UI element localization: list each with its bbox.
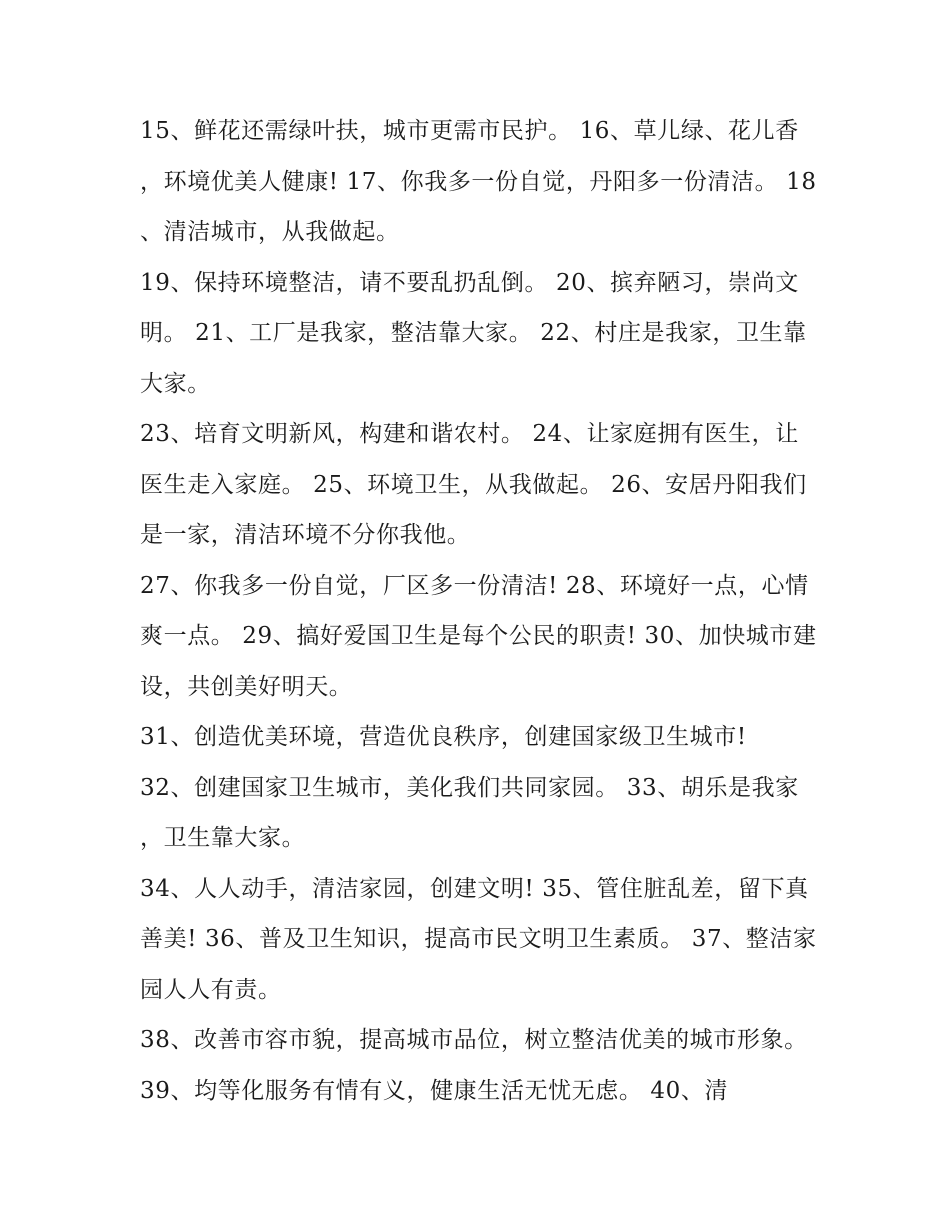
document-body — [140, 106, 820, 1116]
paragraph-slogans-27-30: 27、你我多一份自觉，厂区多一份清洁! 28、环境好一点，心情爽一点。 29、搞好爱国卫生是每个公民的职责! 30、加快城市建设，共创美好明天。 — [140, 572, 817, 700]
paragraph-slogans-19-22: 19、保持环境整洁，请不要乱扔乱倒。 20、摈弃陋习，崇尚文明。 21、工厂是我家，整洁靠大家。 22、村庄是我家，卫生靠大家。 — [140, 269, 807, 397]
paragraph-slogans-15-18: 15、鲜花还需绿叶扶，城市更需市民护。 16、草儿绿、花儿香，环境优美人健康! 17、你我多一份自觉，丹阳多一份清洁。 18、清洁城市，从我做起。 — [140, 118, 817, 245]
paragraph-slogans-34-37: 34、人人动手，清洁家园，创建文明! 35、管住脏乱差，留下真善美! 36、普及卫生知识，提高市民文明卫生素质。 37、整洁家园人人有责。 — [140, 875, 817, 1003]
paragraph-slogans-32-33: 32、创建国家卫生城市，美化我们共同家园。 33、胡乐是我家，卫生靠大家。 — [140, 774, 799, 851]
paragraph-slogans-23-26: 23、培育文明新风，构建和谐农村。 24、让家庭拥有医生，让医生走入家庭。 25、环境卫生，从我做起。 26、安居丹阳我们是一家，清洁环境不分你我他。 — [140, 421, 807, 548]
paragraph-slogan-31: 31、创造优美环境，营造优良秩序，创建国家级卫生城市! — [140, 724, 747, 750]
paragraph-slogans-38-40: 38、改善市容市貌，提高城市品位，树立整洁优美的城市形象。 39、均等化服务有情有义，健康生活无忧无虑。 40、清 — [140, 1027, 808, 1104]
